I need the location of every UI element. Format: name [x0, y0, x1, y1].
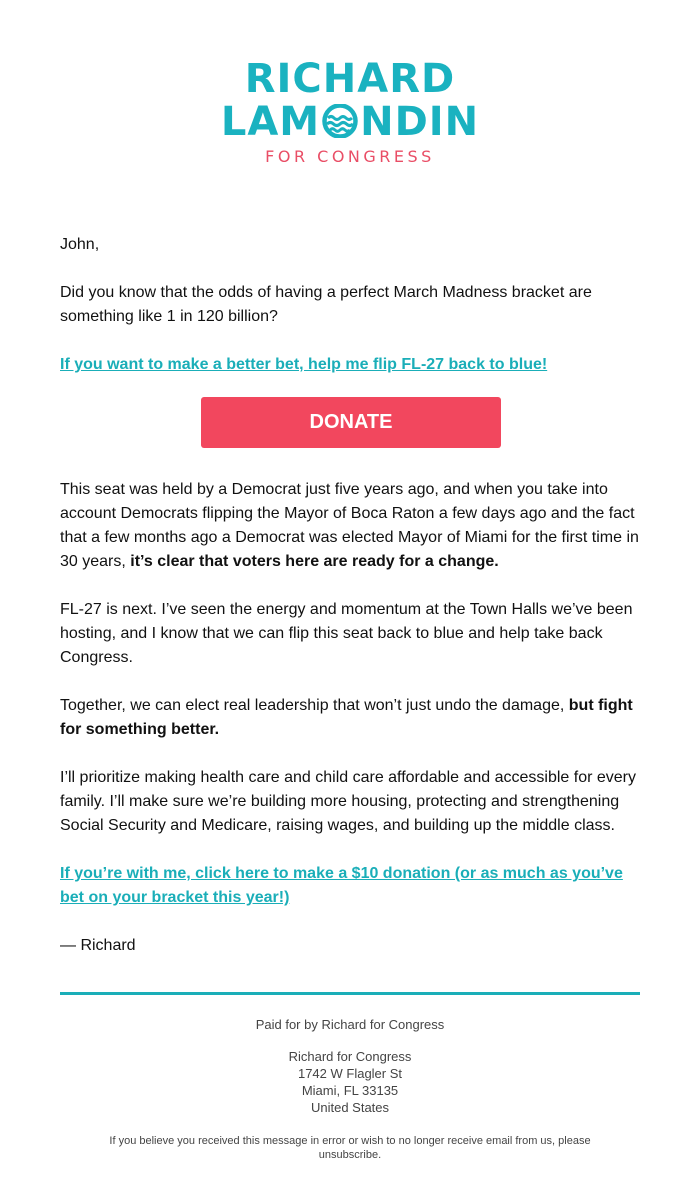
paragraph-priorities: I’ll prioritize making health care and child care affordable and accessible for every family. I’ll make sure we’re building more housing, protecting and strengthening Social Security and Medicare, raising wages, and building up the middle class.	[60, 769, 637, 834]
wave-o-icon	[321, 104, 359, 138]
campaign-logo	[0, 58, 700, 166]
unsubscribe-end: .	[378, 1149, 382, 1161]
logo-line-2	[0, 101, 700, 143]
donate-10-link[interactable]: If you’re with me, click here to make a $10 donation (or as much as you’ve bet on your bracket this year!)	[60, 865, 623, 906]
mailing-address	[0, 1048, 700, 1116]
footer-divider	[60, 992, 640, 995]
logo-subtitle: FOR CONGRESS	[265, 147, 435, 166]
leadership-text: Together, we can elect real leadership that won’t just undo the damage,	[60, 697, 569, 714]
address-city: Miami, FL 33135	[301, 1083, 399, 1098]
logo-line-2-start: LAM	[220, 99, 321, 145]
donation-link-paragraph	[60, 862, 642, 910]
paragraph-odds: Did you know that the odds of having a perfect March Madness bracket are something like 1 in 120 billion?	[60, 284, 592, 325]
address-name: Richard for Congress	[288, 1049, 412, 1064]
unsubscribe-link[interactable]: unsubscribe	[318, 1149, 379, 1161]
paragraph-fl27-next: FL-27 is next. I’ve seen the energy and momentum at the Town Halls we’ve been hosting, and I know that we can flip this seat back to blue and help take back Congress.	[60, 601, 633, 666]
email-body	[60, 233, 642, 958]
paragraph-leadership	[60, 694, 642, 742]
flip-fl27-link[interactable]: If you want to make a better bet, help me flip FL-27 back to blue!	[60, 356, 548, 373]
seat-history-bold: it’s clear that voters here are ready for a change.	[130, 553, 499, 570]
paragraph-seat-history	[60, 478, 642, 574]
address-street: 1742 W Flagler St	[297, 1066, 403, 1081]
unsubscribe-notice	[80, 1134, 620, 1162]
donate-button[interactable]: DONATE	[201, 397, 501, 448]
donate-container	[60, 397, 642, 448]
unsubscribe-text: If you believe you received this message in error or wish to no longer receive email from us, please	[109, 1135, 591, 1147]
address-country: United States	[310, 1100, 390, 1115]
signature: — Richard	[60, 937, 136, 954]
seat-history-text: This seat was held by a Democrat just five years ago, and when you take into account Democrats flipping the Mayor of Boca Raton a few days ago and the fact that a few months ago a Democrat was elected Mayor of Miami for the first time in 30 years,	[60, 481, 639, 570]
salutation: John,	[60, 236, 100, 253]
logo-line-2-end: NDIN	[360, 99, 480, 145]
logo-line-1: RICHARD	[244, 56, 456, 102]
leadership-bold: but fight for something better.	[60, 697, 633, 738]
paid-for-disclaimer: Paid for by Richard for Congress	[255, 1017, 445, 1032]
